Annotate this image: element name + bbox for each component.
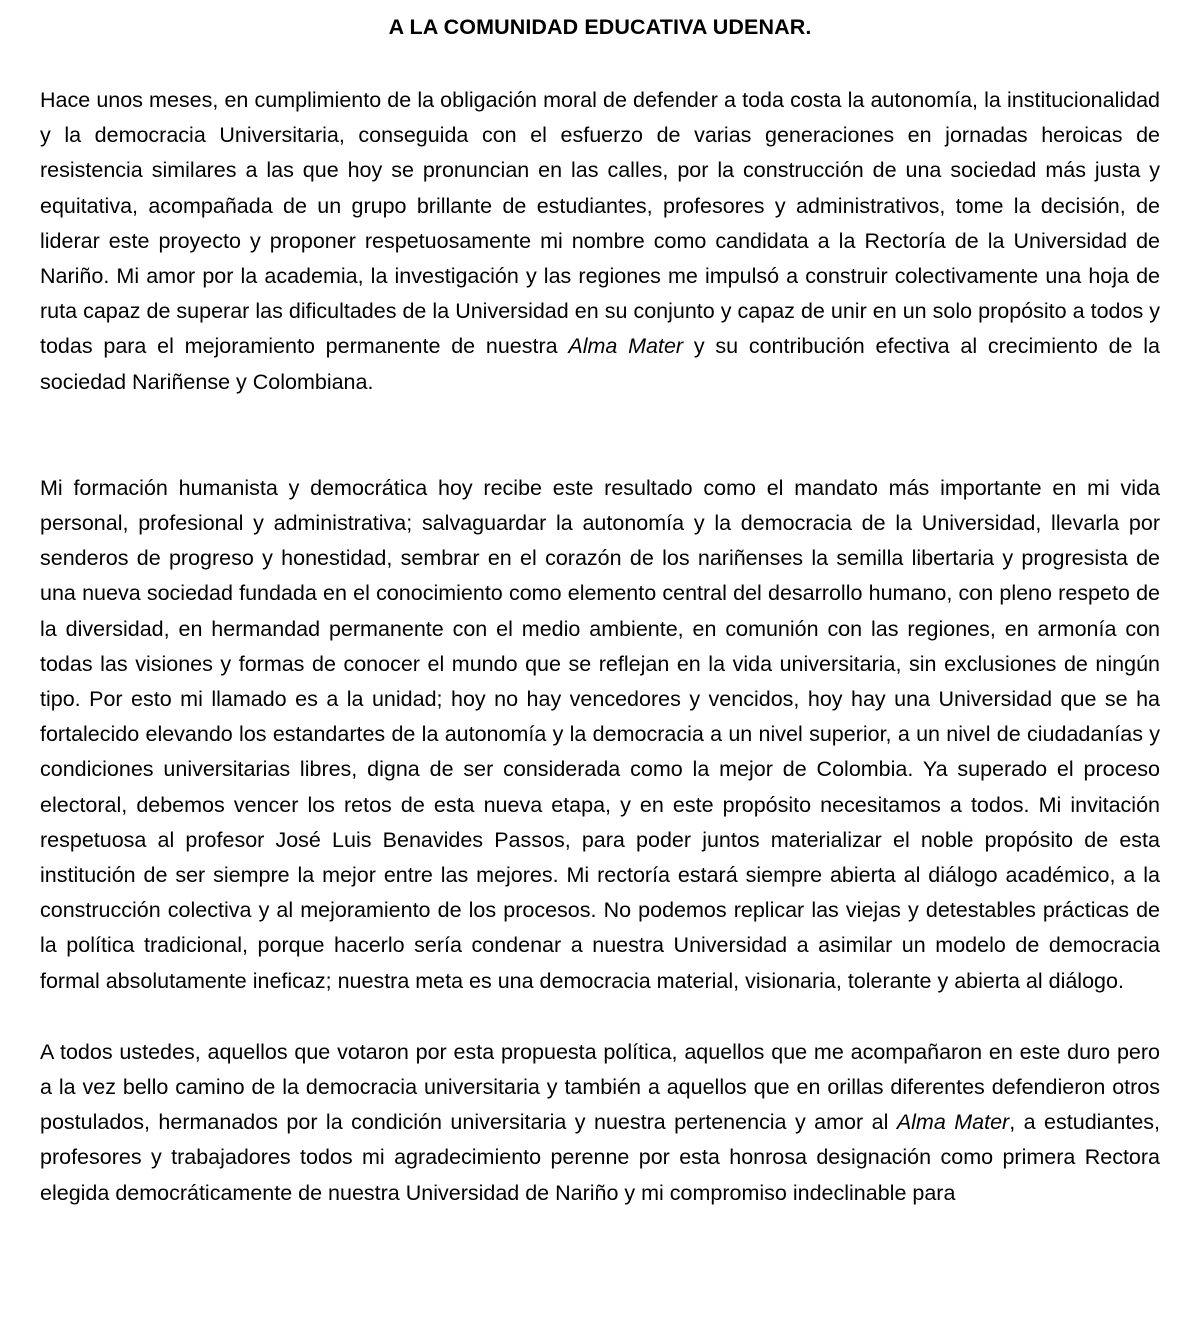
document-body	[40, 0, 1160, 1211]
spacer-paragraph1-paragraph2	[40, 400, 1160, 471]
paragraph-1-segment-3: y su contribución efectiva al crecimiento de la sociedad Nariñense y Colombiana.	[40, 334, 1161, 394]
spacer-paragraph2-paragraph3	[40, 999, 1160, 1035]
paragraph-3	[40, 1035, 1160, 1211]
paragraph-2	[40, 471, 1160, 999]
paragraph-2-segment-1: Mi formación humanista y democrática hoy recibe este resultado como el mandato más importante en mi vida personal, profesional y administrativa; salvaguardar la autonomía y la democracia de la Universidad, llevarla por senderos de progreso y honestidad, sembrar en el corazón de los nariñenses la semilla libertaria y progresista de una nueva sociedad fundada en el conocimiento como elemento central del desarrollo humano, con pleno respeto de la diversidad, en hermandad permanente con el medio ambiente, en comunión con las regiones, en armonía con todas las visiones y formas de conocer el mundo que se reflejan en la vida universitaria, sin exclusiones de ningún tipo. Por esto mi llamado es a la unidad; hoy no hay vencedores y vencidos, hoy hay una Universidad que se ha fortalecido elevando los estandartes de la autonomía y la democracia a un nivel superior, a un nivel de ciudadanías y condiciones universitarias libres, digna de ser considerada como la mejor de Colombia. Ya superado el proceso electoral, debemos vencer los retos de esta nueva etapa, y en este propósito necesitamos a todos. Mi invitación respetuosa al profesor José Luis Benavides Passos, para poder juntos materializar el noble propósito de esta institución de ser siempre la mejor entre las mejores. Mi rectoría estará siempre abierta al diálogo académico, a la construcción colectiva y al mejoramiento de los procesos. No podemos replicar las viejas y detestables prácticas de la política tradicional, porque hacerlo sería condenar a nuestra Universidad a asimilar un modelo de democracia formal absolutamente ineficaz; nuestra meta es una democracia material, visionaria, tolerante y abierta al diálogo.	[40, 475, 1160, 993]
paragraph-1	[40, 83, 1160, 400]
paragraph-1-segment-1: Hace unos meses, en cumplimiento de la obligación moral de defender a toda costa la autonomía, la institucionalidad y la democracia Universitaria, conseguida con el esfuerzo de varias generaciones en jornadas heroicas de resistencia similares a las que hoy se pronuncian en las calles, por la construcción de una sociedad más justa y equitativa, acompañada de un grupo brillante de estudiantes, profesores y administrativos, tome la decisión, de liderar este proyecto y proponer respetuosamente mi nombre como candidata a la Rectoría de la Universidad de Nariño. Mi amor por la academia, la investigación y las regiones me impulsó a construir colectivamente una hoja de ruta capaz de superar las dificultades de la Universidad en su conjunto y capaz de unir en un solo propósito a todos y todas para el mejoramiento permanente de nuestra	[40, 88, 1160, 359]
spacer-title-paragraph1	[40, 44, 1160, 83]
alma-mater-italic: Alma Mater	[568, 334, 684, 359]
alma-mater-italic-2: Alma Mater	[896, 1110, 1010, 1135]
paragraph-3-segment-3: , a estudiantes, profesores y trabajadores todos mi agradecimiento perenne por esta honrosa designación como primera Rectora elegida democráticamente de nuestra Universidad de Nariño y mi compromiso indeclinable para	[40, 1110, 1161, 1205]
page-title: A LA COMUNIDAD EDUCATIVA UDENAR.	[388, 15, 812, 39]
paragraph-3-segment-1: A todos ustedes, aquellos que votaron por esta propuesta política, aquellos que me acompañaron en este duro pero a la vez bello camino de la democracia universitaria y también a aquellos que en orillas diferentes defendieron otros postulados, hermanados por la condición universitaria y nuestra pertenencia y amor al	[40, 1039, 1160, 1135]
